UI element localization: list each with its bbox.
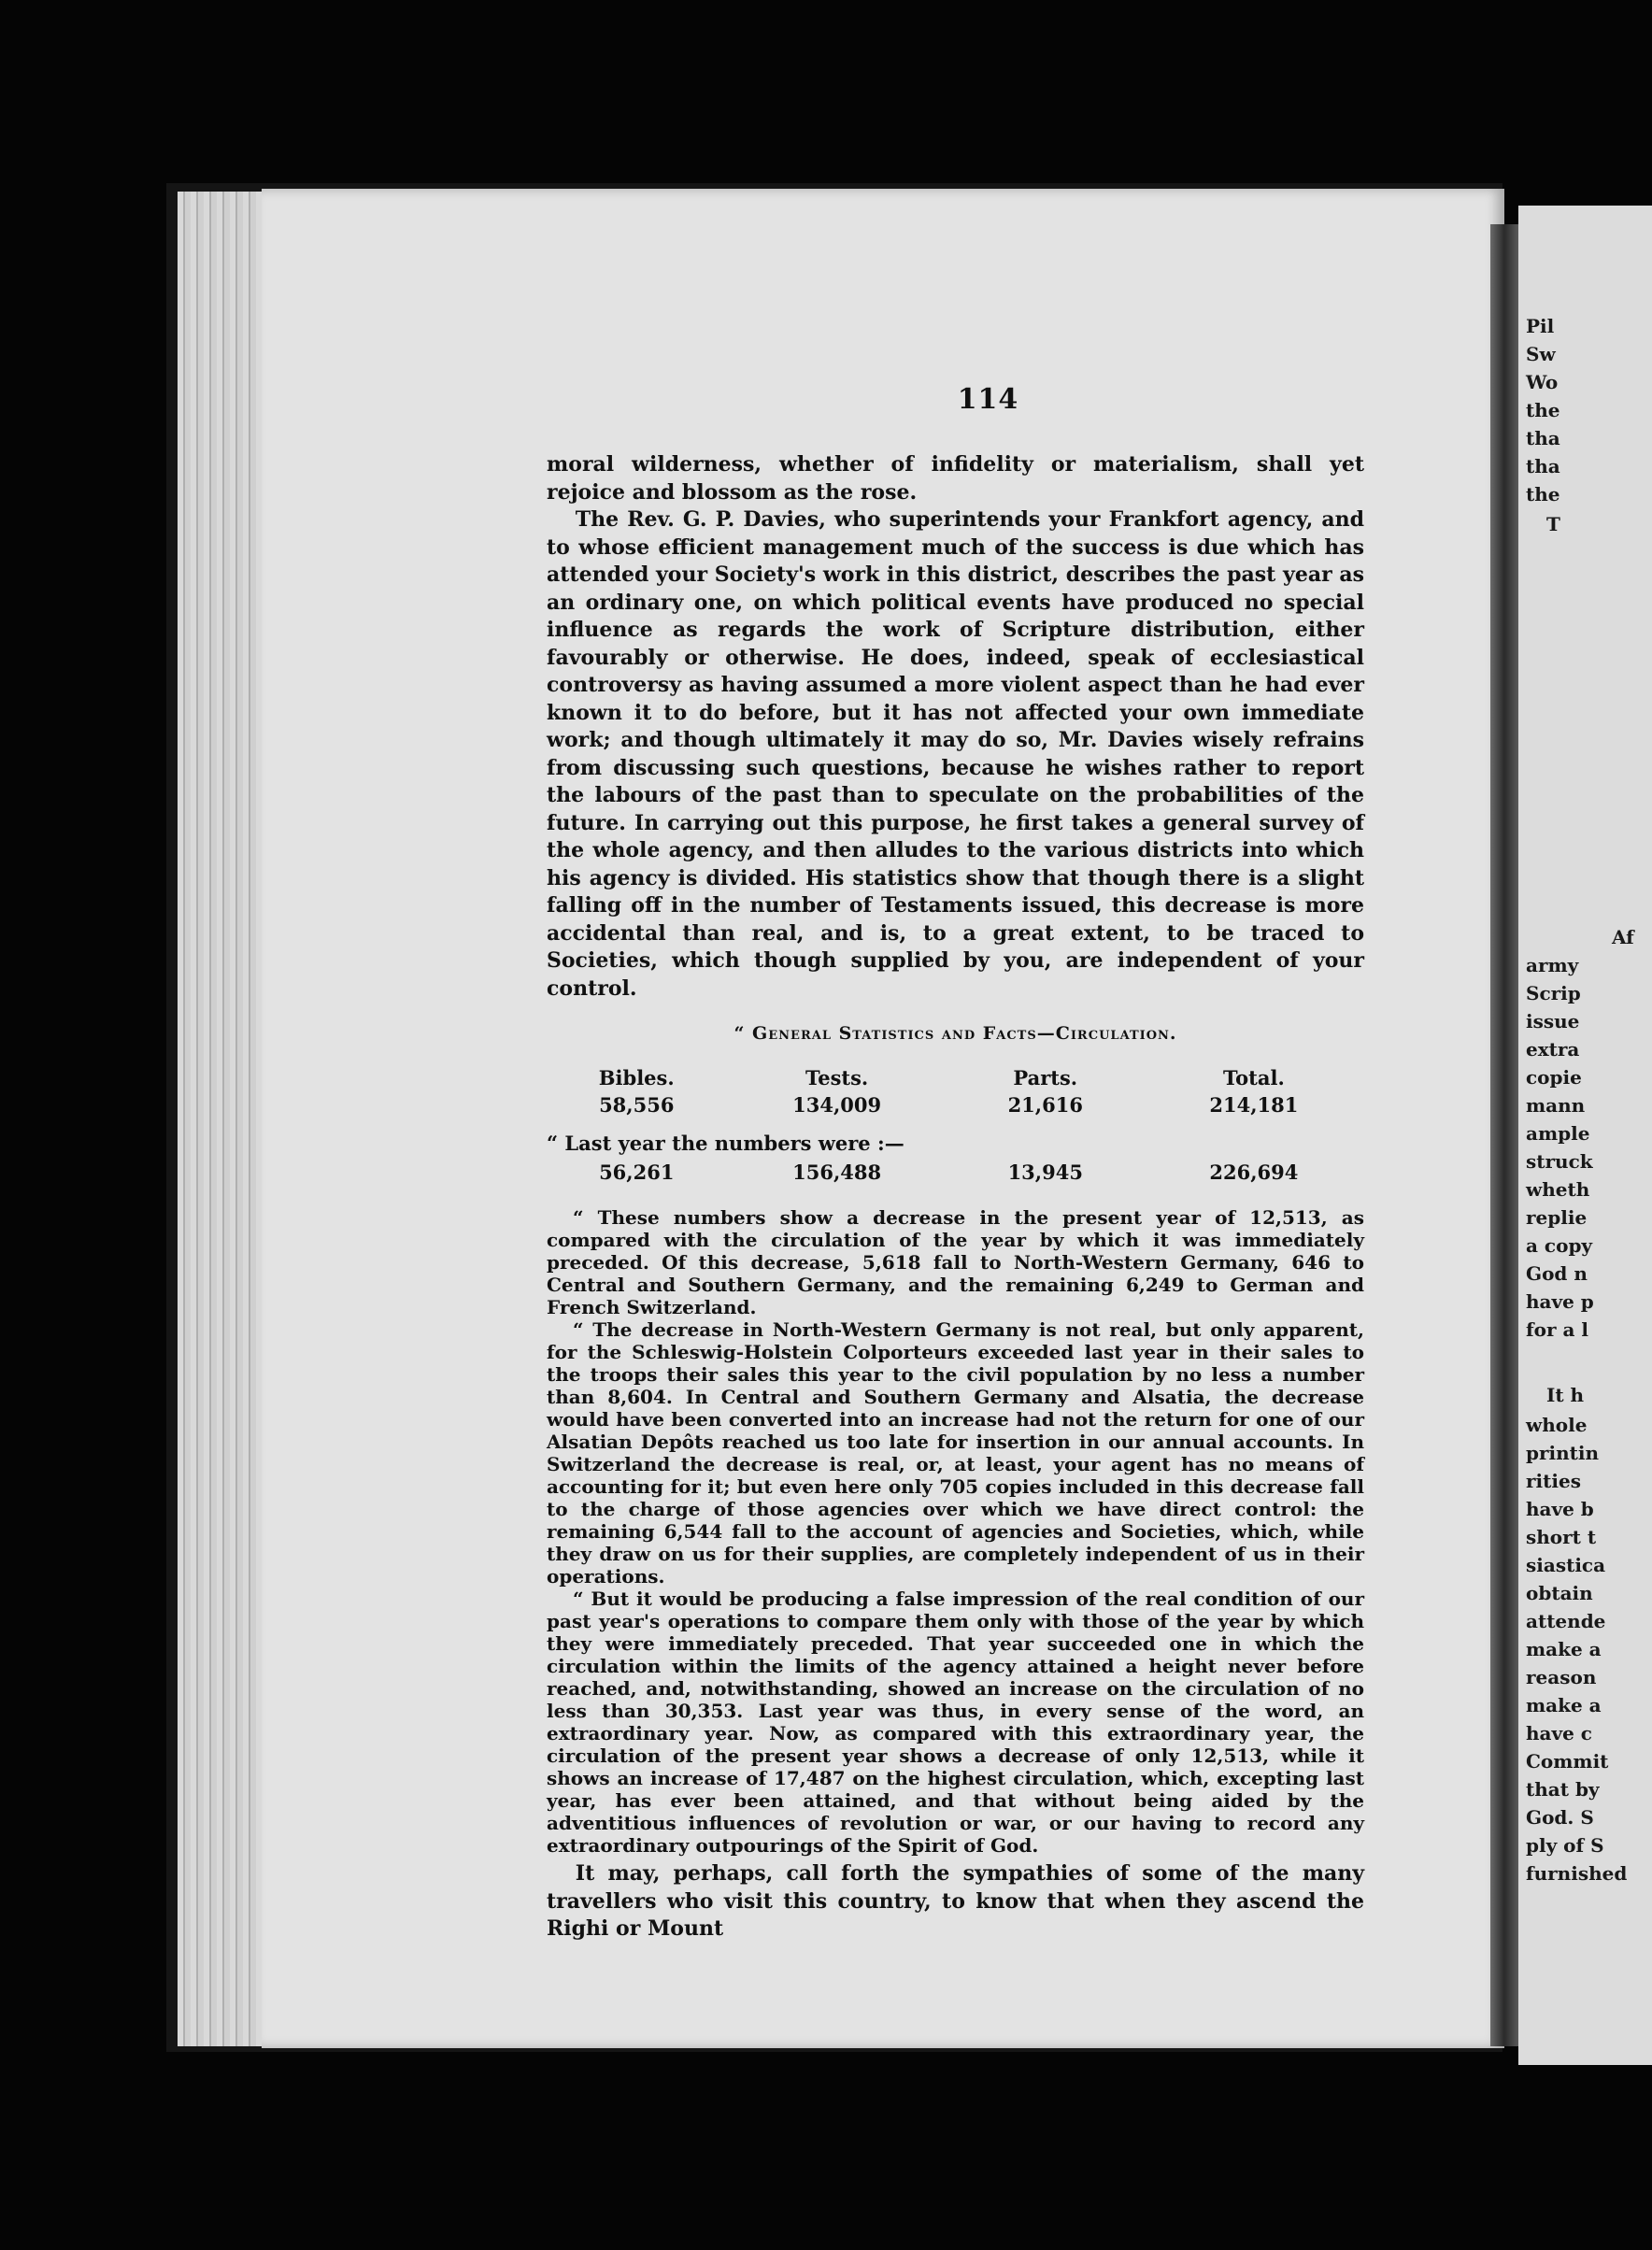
page-number: 114 <box>957 383 1019 416</box>
fragment: rities <box>1526 1470 1581 1492</box>
quoted-paragraph: “ But it would be producing a false impression of the real condition of our past year's operations to compare them only with those of the year by which they were immediately preceded. That year succeeded one in which the circulation within the limits of the agency attained a height never before reached, and, notwithstanding, showed an increase on the circulation of no less than 30,353. Last year was thus, in every sense of the word, an extraordinary year. Now, as compared with this extraordinary year, the circulation of the present year shows a decrease of only 12,513, while it shows an increase of 17,487 on the highest circulation, which, excepting last year, has ever been attained, and that without being aided by the adventitious influences of revolution or war, or our having to record any extraordinary outpourings of the Spirit of God. <box>547 1588 1364 1857</box>
column-header: Parts. <box>1013 1066 1078 1089</box>
stat-value: 156,488 <box>792 1161 882 1184</box>
fragment: struck <box>1526 1150 1593 1173</box>
stats-table <box>547 1064 1364 1118</box>
column-header: Total. <box>1222 1066 1285 1089</box>
fragment: Sw <box>1526 343 1556 365</box>
column-header: Bibles. <box>598 1066 675 1089</box>
fragment: Pil <box>1526 315 1555 337</box>
fragment: army <box>1526 954 1579 976</box>
fragment: for a l <box>1526 1318 1588 1341</box>
stat-value: 56,261 <box>599 1161 675 1184</box>
stats-last-year-row <box>547 1159 1364 1186</box>
closing-paragraph: It may, perhaps, call forth the sympathies of some of the many travellers who visit this country, to know that when they ascend the Righi or Mount <box>547 1861 1364 1941</box>
stats-header-row <box>547 1064 1364 1091</box>
fragment: have p <box>1526 1290 1594 1313</box>
stat-value: 214,181 <box>1209 1093 1299 1117</box>
paragraph: moral wilderness, whether of infidelity or materialism, shall yet rejoice and blossom as the rose. <box>547 452 1364 505</box>
last-year-label: “ Last year the numbers were :— <box>547 1132 904 1155</box>
fragment: copie <box>1526 1066 1582 1089</box>
fragment: It h <box>1546 1384 1585 1406</box>
fragment: God n <box>1526 1262 1588 1285</box>
fragment: Scrip <box>1526 982 1581 1004</box>
fragment: T <box>1546 513 1560 535</box>
fragment: God. S <box>1526 1806 1594 1829</box>
stat-value: 58,556 <box>599 1093 675 1117</box>
book-gutter <box>1490 224 1518 2046</box>
fragment: ply of S <box>1526 1834 1604 1857</box>
fragment: that by <box>1526 1778 1600 1801</box>
paragraph: The Rev. G. P. Davies, who superintends your Frankfort agency, and to whose efficient management much of the success is due which has attended your Society's work in this district, describes the past year as an ordinary one, on which political events have produced no special influence as regards the work of Scripture distribution, either favourably or otherwise. He does, indeed, speak of ecclesiastical controversy as having assumed a more violent aspect than he had ever known it to do before, but it has not affected your own immediate work; and though ultimately it may do so, Mr. Davies wisely refrains from discussing such questions, because he wishes rather to report the labours of the past than to speculate on the probabilities of the future. In carrying out this purpose, he first takes a general survey of the whole agency, and then alludes to the various districts into which his agency is divided. His statistics show that though there is a slight falling off in the number of Testaments issued, this decrease is more accidental than real, and is, to a great extent, to be traced to Societies, which though supplied by you, are independent of your control. <box>547 507 1364 1001</box>
fragment: replie <box>1526 1206 1588 1229</box>
fragment: the <box>1526 399 1560 421</box>
fragment: a copy <box>1526 1234 1593 1257</box>
fragment: issue <box>1526 1010 1580 1032</box>
fragment: wheth <box>1526 1178 1590 1201</box>
page-content <box>547 383 1364 1944</box>
fragment: obtain <box>1526 1582 1593 1604</box>
fragment: siastica <box>1526 1554 1606 1576</box>
fragment: furnished <box>1526 1862 1628 1885</box>
fragment: tha <box>1526 427 1560 449</box>
stat-value: 134,009 <box>792 1093 882 1117</box>
stats-heading: “ General Statistics and Facts—Circulation. <box>733 1023 1177 1044</box>
fragment: printin <box>1526 1442 1600 1464</box>
fragment: whole <box>1526 1414 1588 1436</box>
stats-last-year-table <box>547 1159 1364 1186</box>
fragment: have b <box>1526 1498 1594 1520</box>
stats-current-row <box>547 1091 1364 1118</box>
fragment: ample <box>1526 1122 1590 1145</box>
quoted-paragraph: “ The decrease in North-Western Germany is not real, but only apparent, for the Schleswig-Holstein Colporteurs exceeded last year in their sales to the troops their sales this year to the civil population by no less a number than 8,604. In Central and Southern Germany and Alsatia, the decrease would have been converted into an increase had not the return for one of our Alsatian Depôts reached us too late for insertion in our annual accounts. In Switzerland the decrease is real, or, at least, your agent has no means of accounting for it; but even here only 705 copies included in this decrease fall to the charge of those agencies over which we have direct control: the remaining 6,544 fall to the account of agencies and Societies, which, while they draw on us for their supplies, are completely independent of us in their operations. <box>547 1318 1364 1588</box>
stat-value: 226,694 <box>1209 1161 1299 1184</box>
quoted-paragraph: “ These numbers show a decrease in the present year of 12,513, as compared with the circulation of the year by which it was immediately preceded. Of this decrease, 5,618 fall to North-Western Germany, 646 to Central and Southern Germany, and the remaining 6,249 to German and French Switzerland. <box>547 1206 1364 1318</box>
fragment: make a <box>1526 1638 1602 1660</box>
fragment: Wo <box>1526 371 1559 393</box>
fragment: mann <box>1526 1094 1586 1117</box>
fragment: Af <box>1612 926 1634 948</box>
fragment: tha <box>1526 455 1560 477</box>
fragment: reason <box>1526 1666 1597 1688</box>
fragment: make a <box>1526 1694 1602 1716</box>
fragment: have c <box>1526 1722 1592 1744</box>
fragment: Commit <box>1526 1750 1609 1773</box>
fragment: extra <box>1526 1038 1580 1061</box>
fragment: attende <box>1526 1610 1606 1632</box>
fragment: short t <box>1526 1526 1597 1548</box>
column-header: Tests. <box>805 1066 869 1089</box>
stat-value: 21,616 <box>1007 1093 1083 1117</box>
fragment: the <box>1526 483 1560 506</box>
adjacent-page <box>1518 206 1652 2065</box>
stat-value: 13,945 <box>1007 1161 1083 1184</box>
